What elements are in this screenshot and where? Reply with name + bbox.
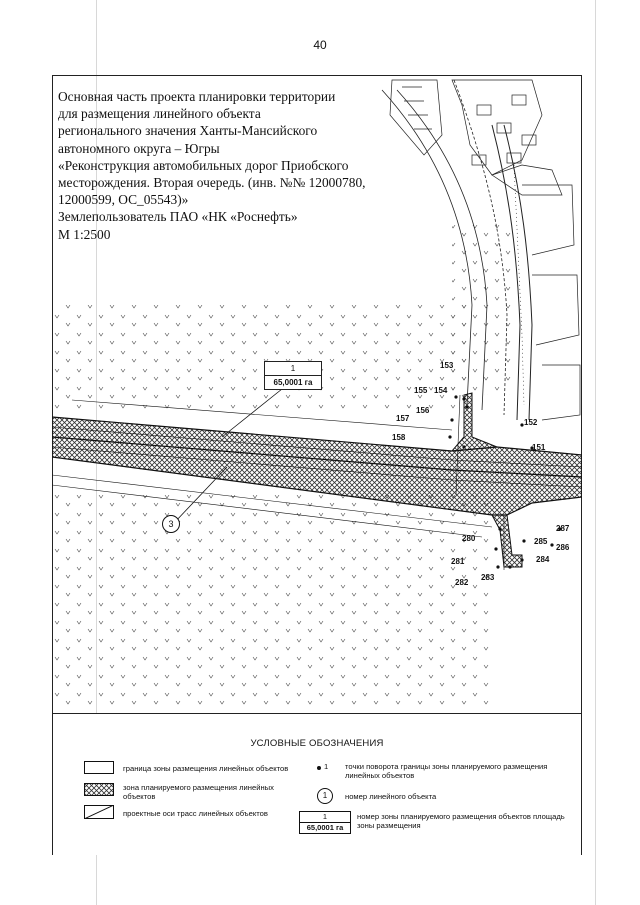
scale-label: М 1:2500: [58, 226, 111, 242]
zone-number: 1: [265, 362, 321, 376]
point-label: 284: [536, 555, 550, 564]
legend: [53, 713, 581, 855]
legend-item-axis: проектные оси трасс линейных объектов: [123, 809, 268, 818]
page-number: 40: [313, 38, 327, 52]
point-label: 155: [414, 386, 428, 395]
point-marker-number: 1: [324, 762, 329, 771]
point-label: 287: [556, 524, 570, 533]
vegetation-area-bottom: [52, 495, 495, 705]
legend-item-planned-zone: зона планируемого размещения линейных объектов: [123, 783, 274, 801]
point-label: 280: [462, 534, 476, 543]
point-label: 156: [416, 406, 430, 415]
point-label: 153: [440, 361, 454, 370]
point-label: 151: [532, 443, 546, 452]
vegetation-area-top: [52, 305, 472, 410]
title-line: для размещения линейного объекта: [58, 106, 261, 122]
point-label: 283: [481, 573, 495, 582]
title-line: Землепользователь ПАО «НК «Роснефть»: [58, 209, 298, 225]
point-label: 158: [392, 433, 406, 442]
title-block: [58, 88, 388, 243]
title-line: Основная часть проекта планировки территории: [58, 89, 336, 104]
area-box-icon: [299, 811, 351, 834]
point-label: 154: [434, 386, 448, 395]
object-number-callout: 3: [162, 515, 180, 533]
point-label: 282: [455, 578, 469, 587]
point-label: 157: [396, 414, 410, 423]
legend-item-turning-point: точки поворота границы зоны планируемого размещения линейных объектов: [345, 762, 548, 780]
legend-item-object-number: номер линейного объекта: [345, 792, 437, 801]
right-margin-line: [595, 0, 596, 905]
legend-item-zone-area: номер зоны планируемого размещения объектов площадь зоны размещения: [357, 812, 565, 830]
crosshatch-rect-icon: [84, 783, 114, 796]
title-line: месторождения. Вторая очередь. (инв. №№ 12000780,: [58, 175, 366, 191]
vegetation-area-right: [452, 225, 512, 395]
zone-area: 65,0001 га: [273, 378, 313, 387]
axis-line-icon: [84, 805, 114, 819]
title-line: автономного округа – Югры: [58, 140, 220, 156]
title-line: регионального значения Ханты-Мансийского: [58, 123, 318, 139]
point-label: 286: [556, 543, 570, 552]
legend-item-boundary: граница зоны размещения линейных объектов: [123, 764, 289, 773]
title-line: 12000599, ОС_05543)»: [58, 192, 189, 208]
legend-title: УСЛОВНЫЕ ОБОЗНАЧЕНИЯ: [250, 738, 384, 749]
area-box-area: 65,0001 га: [306, 823, 344, 832]
point-label: 285: [534, 537, 548, 546]
point-label: 281: [451, 557, 465, 566]
zone-area-box: [264, 361, 322, 390]
area-box-number: 1: [300, 812, 350, 823]
boundary-rect-icon: [84, 761, 114, 774]
title-line: «Реконструкция автомобильных дорог Приобского: [58, 157, 349, 173]
point-label: 152: [524, 418, 538, 427]
circle-number-value: 1: [322, 791, 328, 800]
circle-number-icon: [317, 788, 333, 804]
building-block: [390, 80, 562, 195]
planned-zone-branch-down: [492, 515, 522, 567]
point-dot-icon: [317, 766, 321, 770]
